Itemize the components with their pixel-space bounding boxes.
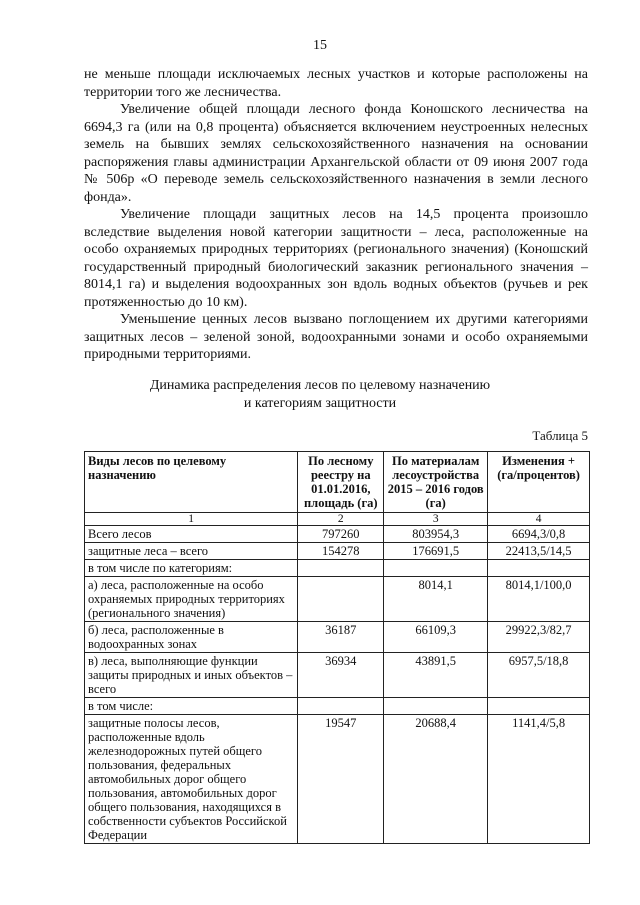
table-cell bbox=[488, 560, 590, 577]
table-cell bbox=[488, 698, 590, 715]
table-cell: б) леса, расположенные в водоохранных зонах bbox=[85, 622, 298, 653]
column-header: Виды лесов по целевому назначению bbox=[85, 452, 298, 513]
table-cell: в том числе: bbox=[85, 698, 298, 715]
table-cell bbox=[298, 577, 384, 622]
table-row bbox=[85, 698, 590, 715]
table-cell bbox=[384, 698, 488, 715]
table-row bbox=[85, 577, 590, 622]
table-cell: в том числе по категориям: bbox=[85, 560, 298, 577]
table-title bbox=[0, 377, 640, 413]
page-number: 15 bbox=[313, 38, 327, 53]
table-cell: 154278 bbox=[298, 543, 384, 560]
table-cell: 66109,3 bbox=[384, 622, 488, 653]
table-cell: 29922,3/82,7 bbox=[488, 622, 590, 653]
paragraph: Увеличение площади защитных лесов на 14,5 процента произошло вследствие выделения новой категории защитности – леса, расположенные на особо охраняемых природных территориях (регионального значения) (Коношский государственный природный биологический заказник регионального значения – 8014,1 га) и выделения водоохранных зон вдоль водных объектов (ручьев и рек протяженностью до 10 км). bbox=[84, 207, 588, 310]
table-cell: 43891,5 bbox=[384, 653, 488, 698]
table-cell: 20688,4 bbox=[384, 715, 488, 844]
forest-distribution-table bbox=[84, 451, 590, 844]
table-cell: защитные леса – всего bbox=[85, 543, 298, 560]
table-cell: 176691,5 bbox=[384, 543, 488, 560]
paragraph: Уменьшение ценных лесов вызвано поглощением их другими категориями защитных лесов – зеленой зоной, водоохранными зонами и особо охраняемыми природными территориями. bbox=[84, 312, 588, 362]
column-header: По лесному реестру на 01.01.2016, площадь (га) bbox=[298, 452, 384, 513]
table-title-line: и категориям защитности bbox=[243, 396, 397, 411]
table-cell: защитные полосы лесов, расположенные вдоль железнодорожных путей общего пользования, федеральных автомобильных дорог общего пользования, автомобильных дорог общего пользования, находящихся в собственности субъектов Российской Федерации bbox=[85, 715, 298, 844]
table-cell: 36187 bbox=[298, 622, 384, 653]
table-cell: 8014,1 bbox=[384, 577, 488, 622]
column-index-row bbox=[85, 513, 590, 526]
table-row bbox=[85, 653, 590, 698]
table-cell bbox=[298, 560, 384, 577]
table-cell: 22413,5/14,5 bbox=[488, 543, 590, 560]
table-cell: 6694,3/0,8 bbox=[488, 526, 590, 543]
paragraph: Увеличение общей площади лесного фонда Коношского лесничества на 6694,3 га (или на 0,8 процента) объясняется включением неустроенных нелесных земель на бывших землях сельскохозяйственного назначения на основании распоряжения главы администрации Архангельской области от 09 июня 2007 года № 506р «О переводе земель сельскохозяйственного назначения в земли лесного фонда». bbox=[84, 102, 588, 205]
table-label: Таблица 5 bbox=[532, 428, 588, 443]
column-index: 1 bbox=[85, 513, 298, 526]
table-row bbox=[85, 526, 590, 543]
column-header: По материалам лесоустройства 2015 – 2016 годов (га) bbox=[384, 452, 488, 513]
table-cell: Всего лесов bbox=[85, 526, 298, 543]
body-text bbox=[84, 66, 588, 364]
table-title-line: Динамика распределения лесов по целевому назначению bbox=[149, 378, 491, 393]
table-row bbox=[85, 622, 590, 653]
column-index: 3 bbox=[384, 513, 488, 526]
table-cell: 6957,5/18,8 bbox=[488, 653, 590, 698]
table-cell bbox=[384, 560, 488, 577]
table-cell: а) леса, расположенные на особо охраняемых природных территориях (регионального значения) bbox=[85, 577, 298, 622]
table-cell: 803954,3 bbox=[384, 526, 488, 543]
table-row bbox=[85, 543, 590, 560]
table-cell: 1141,4/5,8 bbox=[488, 715, 590, 844]
table-cell bbox=[298, 698, 384, 715]
table-header-row bbox=[85, 452, 590, 513]
table-row bbox=[85, 560, 590, 577]
table-cell: в) леса, выполняющие функции защиты природных и иных объектов – всего bbox=[85, 653, 298, 698]
table-cell: 797260 bbox=[298, 526, 384, 543]
table-row bbox=[85, 715, 590, 844]
column-index: 2 bbox=[298, 513, 384, 526]
column-header: Изменения + (га/процентов) bbox=[488, 452, 590, 513]
table-cell: 36934 bbox=[298, 653, 384, 698]
table-cell: 19547 bbox=[298, 715, 384, 844]
table-cell: 8014,1/100,0 bbox=[488, 577, 590, 622]
paragraph: не меньше площади исключаемых лесных участков и которые расположены на территории того же лесничества. bbox=[84, 67, 588, 100]
column-index: 4 bbox=[488, 513, 590, 526]
